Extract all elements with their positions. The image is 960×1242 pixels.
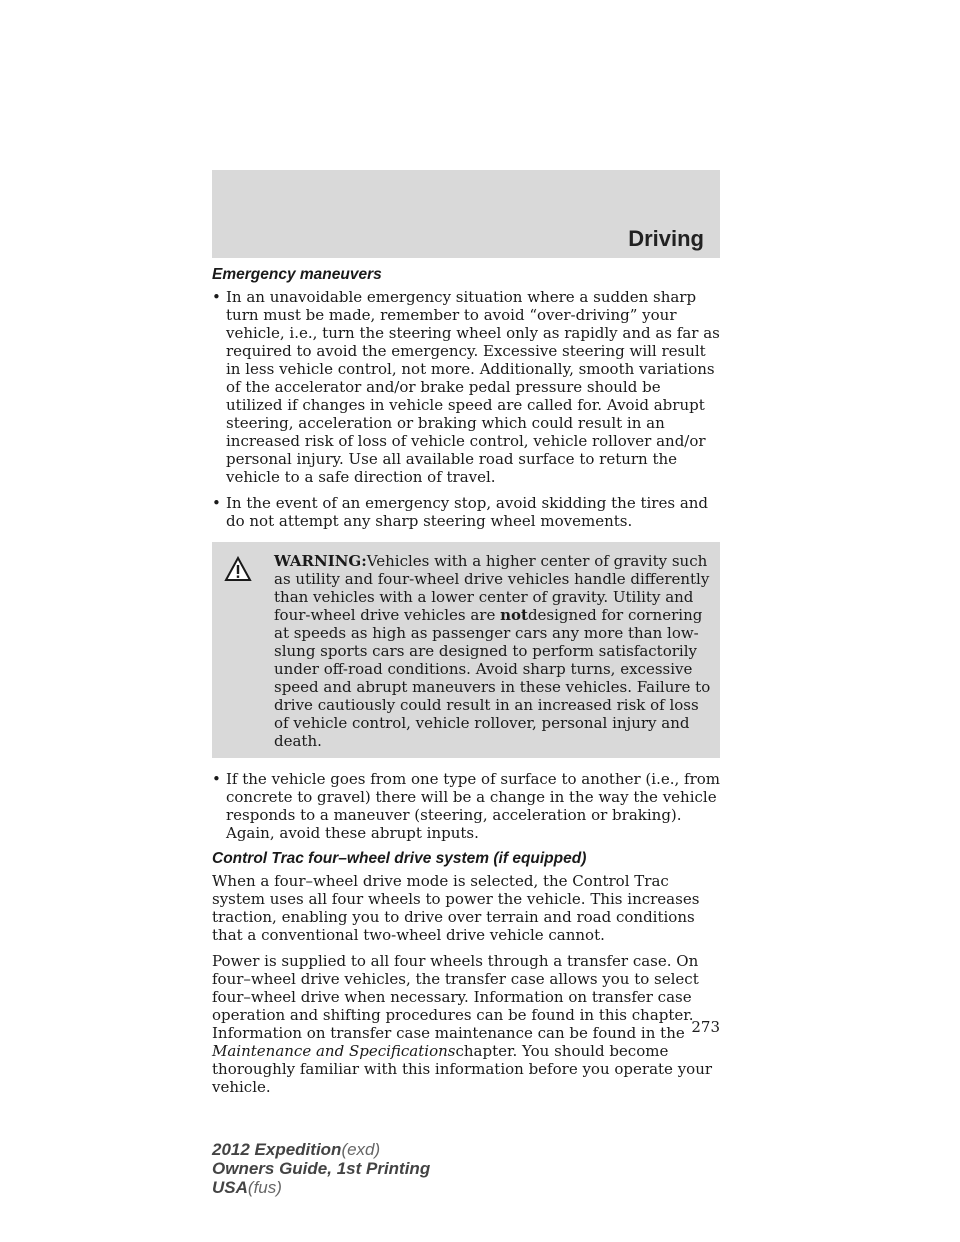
list-item bbox=[212, 288, 720, 486]
list-item-text: In an unavoidable emergency situation where a sudden sharp turn must be made, remember to avoid “over-driving” your vehicle, i.e., turn the steering wheel only as rapidly and as far as required to avoid the emergency. Excessive steering will result in less vehicle control, not more. Additionally, smooth variations of the accelerator and/or brake pedal pressure should be utilized if changes in vehicle speed are called for. Avoid abrupt steering, acceleration or braking which could result in an increased risk of loss of vehicle control, vehicle rollover and/or personal injury. Use all available road surface to return the vehicle to a safe direction of travel. bbox=[226, 288, 720, 486]
chapter-header-band bbox=[212, 170, 720, 258]
warning-text bbox=[220, 552, 712, 750]
warning-triangle-icon bbox=[224, 556, 252, 582]
bullet-dot: • bbox=[212, 494, 221, 512]
list-item bbox=[212, 494, 720, 530]
controltrac-paragraph: When a four–wheel drive mode is selected, the Control Trac system uses all four wheels to power the vehicle. This increases traction, enabling you to drive over terrain and road conditions that a conventional two-wheel drive vehicle cannot. bbox=[212, 872, 700, 944]
controltrac-heading: Control Trac four–wheel drive system (if equipped) bbox=[212, 850, 587, 867]
warning-text-a: Vehicles with a higher center of gravity such as utility and four-wheel drive vehicles handle differently than vehicles with a lower center of gravity. Utility and four-wheel drive vehicles are bbox=[274, 552, 710, 624]
controltrac-paragraph-2 bbox=[212, 952, 720, 1096]
bullet-dot: • bbox=[212, 288, 221, 306]
warning-label: WARNING: bbox=[274, 552, 367, 570]
warning-box bbox=[212, 542, 720, 758]
footer-model-code: (exd) bbox=[341, 1140, 381, 1159]
emergency-heading: Emergency maneuvers bbox=[212, 266, 382, 283]
page-number: 273 bbox=[691, 1018, 720, 1036]
footer-market: USA bbox=[212, 1178, 248, 1197]
footer-market-code: (fus) bbox=[247, 1178, 282, 1197]
footer-line-3 bbox=[212, 1178, 430, 1197]
bullet-dot: • bbox=[212, 770, 221, 788]
page-content bbox=[212, 266, 720, 1104]
chapter-title: Driving bbox=[628, 226, 704, 251]
footer-line-2: Owners Guide, 1st Printing bbox=[212, 1159, 431, 1178]
footer-model: 2012 Expedition bbox=[212, 1140, 342, 1159]
warning-text-b: designed for cornering at speeds as high as passenger cars any more than low-slung sports cars are designed to perform satisfactorily under off-road conditions. Avoid sharp turns, excessive speed and abrupt maneuvers in these vehicles. Failure to drive cautiously could result in an increased risk of loss of vehicle control, vehicle rollover, personal injury and death. bbox=[274, 606, 711, 750]
para2-text-a: Power is supplied to all four wheels through a transfer case. On four–wheel drive vehicles, the transfer case allows you to select four–wheel drive when necessary. Information on transfer case operation and shifting procedures can be found in this chapter. Information on transfer case maintenance can be found in the bbox=[212, 952, 699, 1042]
footer-line-1 bbox=[212, 1140, 430, 1159]
chapter-reference: Maintenance and Specifications bbox=[212, 1042, 456, 1060]
list-item bbox=[212, 770, 720, 842]
warning-emphasis: not bbox=[500, 606, 528, 624]
para2-text-b: chapter. You should become thoroughly familiar with this information before you operate your vehicle. bbox=[212, 1042, 713, 1096]
document-footer bbox=[212, 1140, 430, 1197]
list-item-text: In the event of an emergency stop, avoid skidding the tires and do not attempt any sharp steering wheel movements. bbox=[226, 494, 709, 530]
list-item-text: If the vehicle goes from one type of surface to another (i.e., from concrete to gravel) there will be a change in the way the vehicle responds to a maneuver (steering, acceleration or braking). Again, avoid these abrupt inputs. bbox=[226, 770, 720, 842]
